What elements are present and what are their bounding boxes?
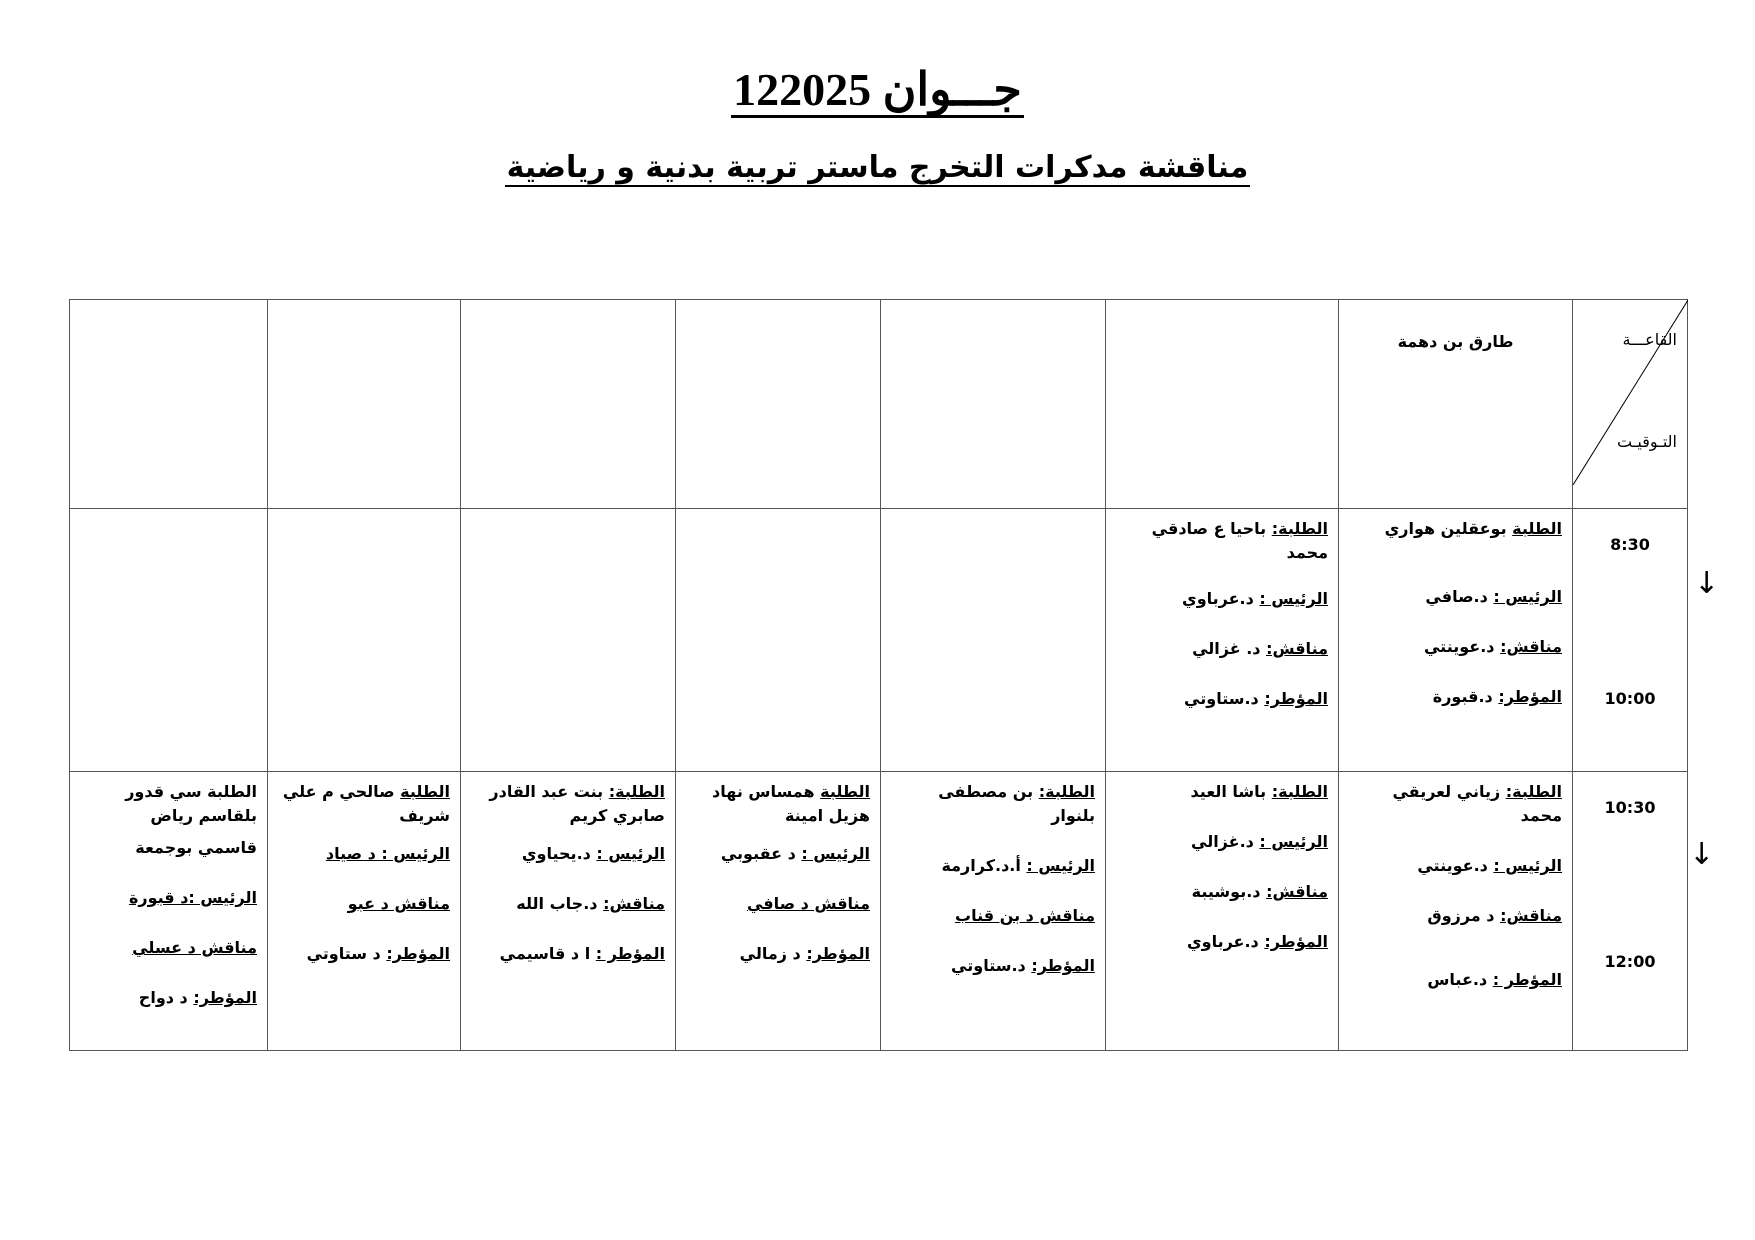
session-cell	[881, 772, 1106, 1051]
supervisor-line: المؤطر: د زمالي	[739, 944, 870, 963]
session-cell	[70, 509, 268, 772]
students-line: الطلبة همساس نهاد هزيل امينة	[712, 782, 870, 825]
supervisor-line: المؤطر: د.قبورة	[1432, 687, 1562, 706]
hall-1: طارق بن دهمة	[1339, 300, 1573, 509]
president-line: الرئيس : د.عوينتي	[1417, 856, 1562, 875]
arrow-down-icon: ↓	[1689, 837, 1715, 872]
supervisor-line: المؤطر : ا د قاسيمي	[499, 944, 665, 963]
supervisor-line: المؤطر: د.ستاوتي	[951, 956, 1095, 975]
president-line: الرئيس : د عقبوبي	[720, 844, 870, 863]
students-line: الطلبة: باشا العيد	[1190, 782, 1328, 801]
supervisor-line: المؤطر: د.ستاوتي	[1184, 689, 1328, 708]
session-cell	[1339, 772, 1573, 1051]
session-cell	[676, 772, 881, 1051]
supervisor-line: المؤطر: د.عرباوي	[1186, 932, 1328, 951]
students-line: الطلبة بوعقلين هواري	[1384, 519, 1562, 538]
supervisor-line: المؤطر: د دواح	[138, 988, 257, 1007]
hall-header-row	[70, 300, 1688, 509]
examiner-line: مناقش د بن قناب	[955, 906, 1095, 925]
slot-row-1	[70, 509, 1688, 772]
session-cell	[461, 772, 676, 1051]
time-start: 10:30	[1604, 798, 1656, 817]
time-start: 8:30	[1610, 535, 1650, 554]
examiner-line: مناقش: د.جاب الله	[516, 894, 665, 913]
hall-7	[70, 300, 268, 509]
hall-3	[881, 300, 1106, 509]
session-cell	[268, 772, 461, 1051]
students-line: الطلبة: بن مصطفى بلنوار	[938, 782, 1095, 825]
hall-4	[676, 300, 881, 509]
supervisor-line: المؤطر : د.عباس	[1427, 970, 1562, 989]
session-cell	[461, 509, 676, 772]
hall-header-label: القاعـــة	[1622, 330, 1677, 349]
hall-5	[461, 300, 676, 509]
arrow-down-icon: ↓	[1694, 566, 1720, 601]
time-slot-1	[1573, 509, 1688, 772]
session-cell	[1106, 509, 1339, 772]
president-line: الرئيس : د.عرباوي	[1182, 589, 1328, 608]
president-line: الرئيس : أ.د.كرارمة	[941, 856, 1095, 875]
session-cell	[1339, 509, 1573, 772]
session-cell	[1106, 772, 1339, 1051]
hall-2	[1106, 300, 1339, 509]
students-line: الطلبة: بنت عبد القادر صابري كريم	[489, 782, 665, 825]
president-line: الرئيس : د.يحياوي	[521, 844, 665, 863]
examiner-line: مناقش: د.عوينتي	[1423, 637, 1562, 656]
hall-6	[268, 300, 461, 509]
president-line: الرئيس : د.صافي	[1425, 587, 1562, 606]
examiner-line: مناقش: د. غزالي	[1192, 639, 1328, 658]
supervisor-line: المؤطر: د ستاوتي	[306, 944, 450, 963]
date-title: 12جـــوان 2025	[0, 62, 1755, 116]
session-cell	[676, 509, 881, 772]
examiner-line: مناقش: د مرزوق	[1427, 906, 1562, 925]
students-line: الطلبة سي قدور بلقاسم رياض	[125, 782, 257, 825]
corner-header-cell	[1573, 300, 1688, 509]
time-end: 12:00	[1604, 952, 1656, 971]
president-line: الرئيس :د قبورة	[128, 888, 257, 907]
examiner-line: مناقش د صافي	[746, 894, 870, 913]
session-cell	[268, 509, 461, 772]
time-slot-2	[1573, 772, 1688, 1051]
students-line-2: قاسمي بوجمعة	[135, 838, 257, 857]
defense-schedule-table	[69, 299, 1688, 1051]
president-line: الرئيس : د.غزالي	[1191, 832, 1328, 851]
slot-row-2	[70, 772, 1688, 1051]
students-line: الطلبة: زياني لعريقي محمد	[1392, 782, 1562, 825]
examiner-line: مناقش د عبو	[347, 894, 450, 913]
time-end: 10:00	[1604, 689, 1656, 708]
time-header-label: التـوقيـت	[1617, 432, 1677, 451]
page-subtitle: مناقشة مدكرات التخرج ماستر تربية بدنية و رياضية	[506, 150, 1249, 185]
examiner-line: مناقش: د.بوشيبة	[1191, 882, 1328, 901]
session-cell	[70, 772, 268, 1051]
students-line: الطلبة: باحيا ع صادقي محمد	[1151, 519, 1328, 562]
students-line: الطلبة صالحي م علي شريف	[282, 782, 450, 825]
examiner-line: مناقش د عسلي	[132, 938, 257, 957]
president-line: الرئيس : د صياد	[325, 844, 450, 863]
diagonal-divider	[1573, 300, 1688, 485]
session-cell	[881, 509, 1106, 772]
